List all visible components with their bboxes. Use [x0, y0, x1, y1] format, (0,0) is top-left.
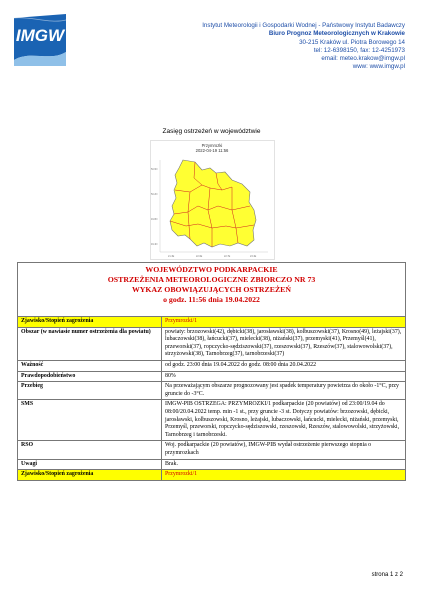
map-title: Przymrozki	[201, 143, 223, 148]
website: www: www.imgw.pl	[352, 63, 405, 71]
row-key: Uwagi	[18, 459, 162, 470]
table-row	[18, 382, 406, 400]
warning-title	[17, 262, 406, 316]
institute-name: Instytut Meteorologii i Gospodarki Wodnej - Państwowy Instytut Badawczy	[202, 22, 405, 29]
table-row	[18, 459, 406, 470]
map-timestamp: 2022-04-19 11:56	[195, 148, 229, 153]
svg-text:21.3E: 21.3E	[168, 255, 175, 258]
svg-text:22.7E: 22.7E	[224, 255, 231, 258]
svg-text:23.4E: 23.4E	[250, 255, 257, 258]
page-number: strona 1 z 2	[371, 572, 403, 578]
table-row	[18, 371, 406, 382]
table-row	[18, 327, 406, 360]
row-key: Zjawisko/Stopień zagrożenia	[18, 317, 162, 328]
email: email: meteo.krakow@imgw.pl	[321, 55, 405, 63]
address: 30-215 Kraków ul. Piotra Borowego 14	[299, 38, 405, 46]
office-name: Biuro Prognoz Meteorologicznych w Krakowie	[268, 30, 405, 38]
row-key: Obszar (w nawiasie numer ostrzeżenia dla powiatu)	[18, 327, 162, 360]
row-value: Przymrozki/1	[162, 317, 406, 328]
table-row	[18, 317, 406, 328]
warning-map	[150, 140, 275, 260]
svg-text:IMGW: IMGW	[15, 26, 65, 45]
row-value: od godz. 23:00 dnia 19.04.2022 do godz. 08:00 dnia 20.04.2022	[162, 360, 406, 371]
map-caption: Zasięg ostrzeżeń w województwie	[162, 128, 261, 135]
row-value: powiaty: brzozowski(42), dębicki(38), jarosławski(38), kolbuszowski(37), Krosno(49), leżajski(37), lubaczowski(38), łańcucki(37), mielecki(38), niżański(37), przemyski(41), Przemyśl(41), przeworski(37), ropczycko-sędziszowski(37), rzeszowski(37), Rzeszów(37), stalowowolski(37), strzyżowski(38), Tarnobrzeg(37), tarnobrzeski(37)	[162, 327, 406, 360]
title-warnings: OSTRZEŻENIA METEOROLOGICZNE ZBIORCZO NR 73	[107, 275, 316, 284]
row-key: RSO	[18, 441, 162, 459]
row-value: 80%	[162, 371, 406, 382]
warning-table	[17, 316, 406, 481]
svg-text:22.0E: 22.0E	[196, 255, 203, 258]
svg-text:49.8N: 49.8N	[151, 218, 158, 221]
phone-fax: tel: 12-6398150, fax: 12-4251973	[313, 46, 405, 54]
title-list: WYKAZ OBOWIĄZUJĄCYCH OSTRZEŻEŃ	[132, 285, 291, 294]
svg-text:50.2N: 50.2N	[151, 193, 158, 196]
row-key: Prawdopodobieństwo	[18, 371, 162, 382]
table-row	[18, 360, 406, 371]
row-key: Zjawisko/Stopień zagrożenia	[18, 470, 162, 481]
table-row	[18, 470, 406, 481]
institute-header	[105, 22, 405, 72]
table-row	[18, 441, 406, 459]
row-value: Brak.	[162, 459, 406, 470]
svg-text:50.6N: 50.6N	[151, 168, 158, 171]
row-value: Woj. podkarpackie (20 powiatów), IMGW-PIB wydał ostrzeżenie pierwszego stopnia o przymrozkach	[162, 441, 406, 459]
title-time: o godz. 11:56 dnia 19.04.2022	[163, 295, 260, 304]
row-value: IMGW-PIB OSTRZEGA: PRZYMROZKI/1 podkarpackie (20 powiatów) od 23:00/19.04 do 08:00/20.04.2022 temp. min -1 st., przy gruncie -3 st. Dotyczy powiatów: brzozowski, dębicki, jarosławski, kolbuszowski, Krosno, leżajski, lubaczowski, łańcucki, mielecki, niżański, przemyski, Przemyśl, przeworski, ropczycko-sędziszowski, rzeszowski, Rzeszów, stalowowolski, strzyżowski, Tarnobrzeg i tarnobrzeski.	[162, 400, 406, 441]
row-key: SMS	[18, 400, 162, 441]
title-voivodeship: WOJEWÓDZTWO PODKARPACKIE	[145, 265, 278, 274]
row-key: Ważność	[18, 360, 162, 371]
row-value: Na przeważającym obszarze prognozowany jest spadek temperatury powietrza do około -1°C, przy gruncie do -3°C.	[162, 382, 406, 400]
row-key: Przebieg	[18, 382, 162, 400]
svg-text:49.4N: 49.4N	[151, 243, 158, 246]
table-row	[18, 400, 406, 441]
row-value: Przymrozki/1	[162, 470, 406, 481]
imgw-logo	[10, 10, 70, 70]
